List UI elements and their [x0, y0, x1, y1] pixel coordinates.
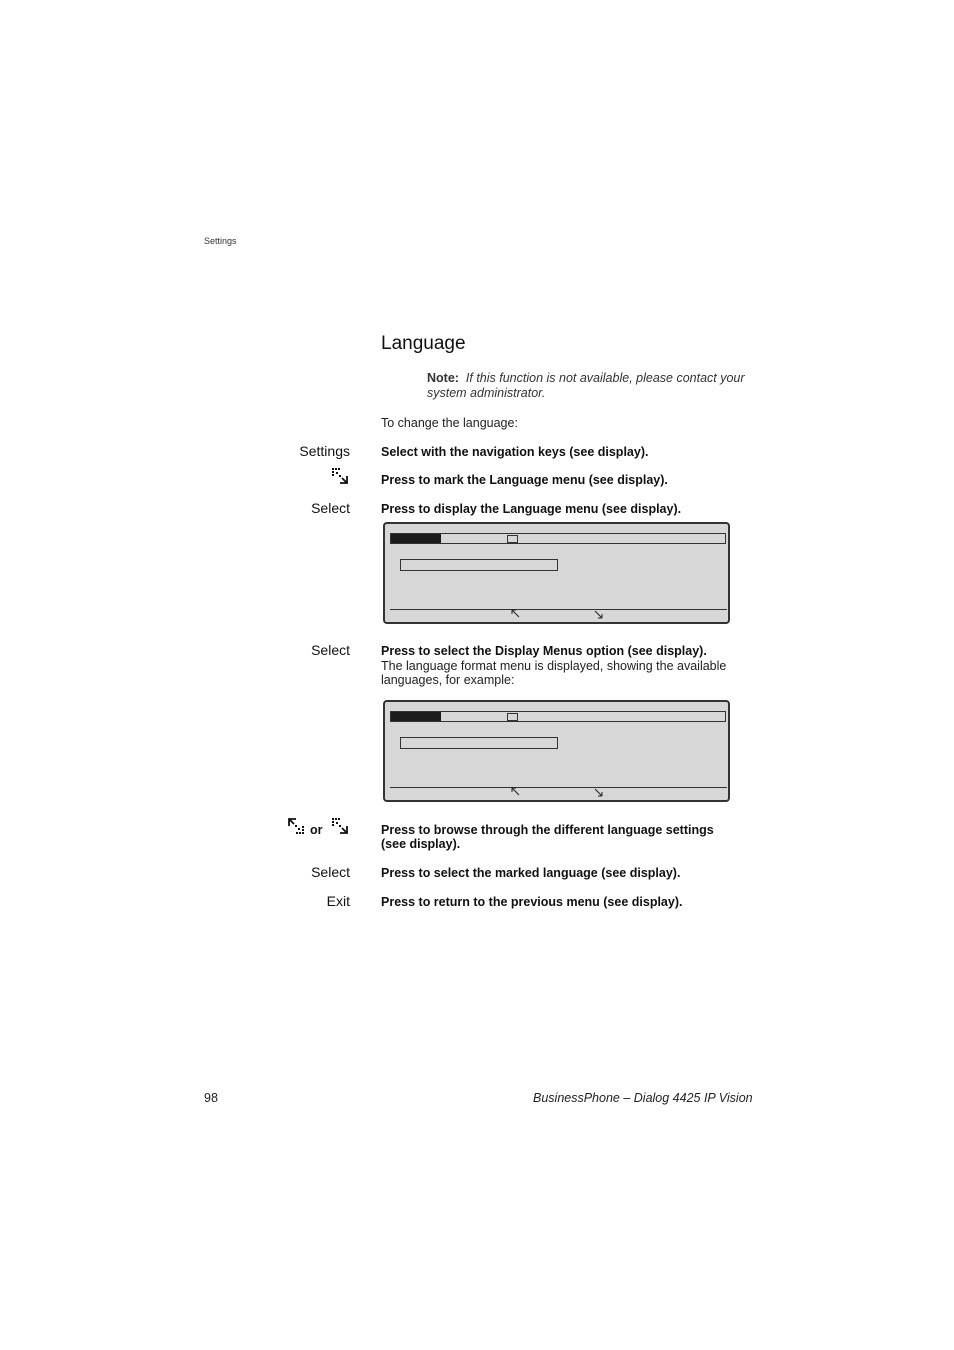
step-instruction: Select with the navigation keys (see display). — [381, 445, 649, 459]
page-number: 98 — [204, 1091, 218, 1105]
display-menu-field — [400, 559, 558, 571]
step-description: The language format menu is displayed, showing the available languages, for example: — [381, 659, 727, 687]
step-instruction: Press to select the marked language (see display). — [381, 866, 681, 880]
display-active-tab — [391, 534, 441, 543]
note-label: Note: — [427, 371, 459, 385]
navigation-down-right-icon — [593, 609, 603, 619]
step-instruction: Press to display the Language menu (see display). — [381, 502, 682, 516]
step-instruction: Press to select the Display Menus option (see display). — [381, 644, 707, 658]
key-label-select: Select — [311, 500, 350, 516]
key-label-select: Select — [311, 864, 350, 880]
phone-display-language-menu — [383, 522, 730, 624]
display-menu-field — [400, 737, 558, 749]
display-tab-bar — [390, 711, 726, 722]
phone-display-language-list — [383, 700, 730, 802]
navigation-down-right-icon — [331, 817, 349, 835]
document-title: BusinessPhone – Dialog 4425 IP Vision — [533, 1091, 753, 1105]
display-tab-bar — [390, 533, 726, 544]
display-tab-indicator — [507, 713, 518, 721]
note-text: If this function is not available, please contact your system administrator. — [427, 371, 745, 400]
display-tab-indicator — [507, 535, 518, 543]
step-instruction: Press to return to the previous menu (see display). — [381, 895, 683, 909]
running-header: Settings — [204, 236, 237, 246]
navigation-up-left-icon — [287, 817, 305, 835]
key-label-select: Select — [311, 642, 350, 658]
section-title: Language — [381, 333, 466, 354]
note-block — [427, 371, 757, 401]
or-separator: or — [310, 823, 323, 837]
step-instruction: Press to mark the Language menu (see display). — [381, 473, 668, 487]
display-softkey-bar — [390, 609, 727, 610]
key-label-settings: Settings — [299, 443, 350, 459]
intro-text: To change the language: — [381, 416, 518, 430]
display-active-tab — [391, 712, 441, 721]
navigation-up-left-icon — [511, 787, 521, 797]
display-softkey-bar — [390, 787, 727, 788]
navigation-up-left-icon — [511, 609, 521, 619]
navigation-down-right-icon — [593, 787, 603, 797]
step-instruction: Press to browse through the different language settings (see display). — [381, 823, 714, 851]
key-label-exit: Exit — [326, 893, 350, 909]
navigation-down-right-icon — [331, 467, 349, 485]
